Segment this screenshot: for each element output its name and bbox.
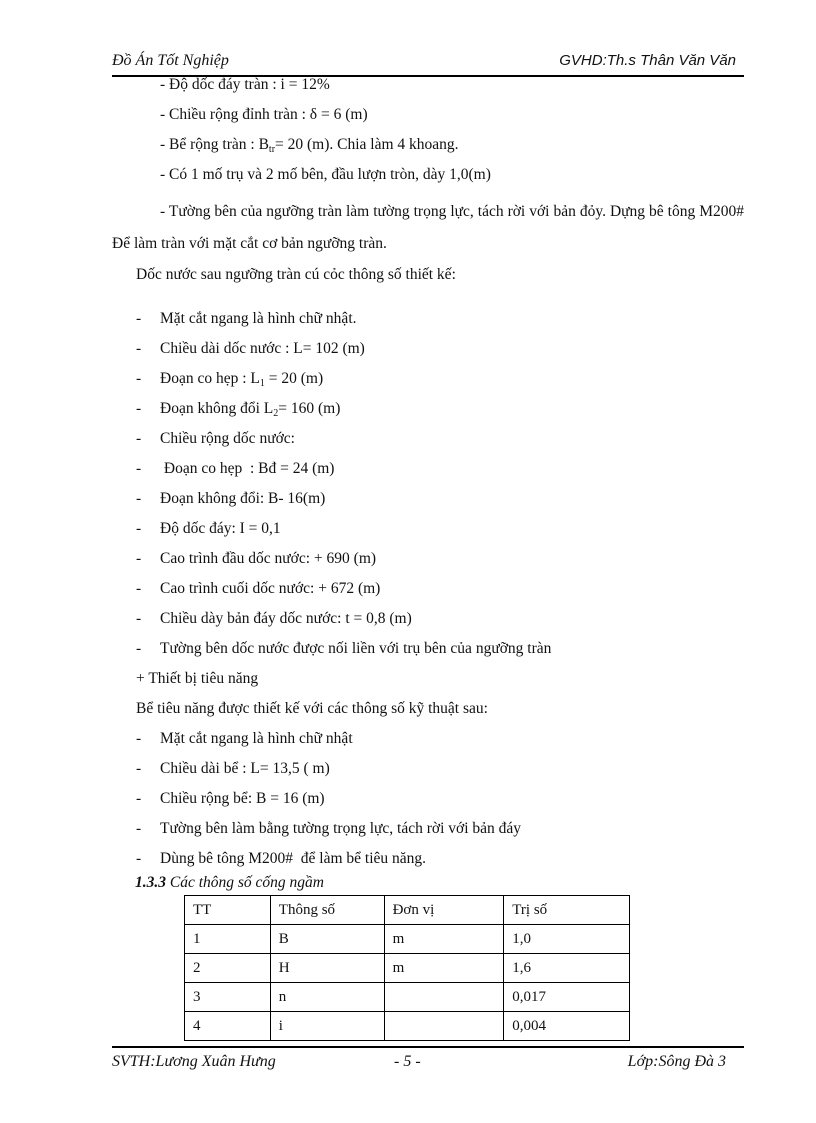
table-cell: 0,017 [504,983,630,1012]
energy-dissipator-heading: + Thiết bị tiêu năng [136,670,259,687]
table-row [185,925,630,954]
document-page: Đồ Án Tốt Nghiệp GVHD:Th.s Thân Văn Văn - Độ dốc đáy tràn : i = 12% - Chiều rộng đỉnh tràn : δ = 6 (m) - Bể rộng tràn : $B_{tr}= 20$ (m). Chia làm 4 khoang. - Có 1 mố trụ và 2 mố bên, đầu lượn tròn, dày 1,0(m) - Tường bên của ngưỡng tràn làm tường trọng lực, tách rời với bản đỏy. Dựng bê tông M200# Để làm tràn với mặt cắt cơ bản ngưỡng tràn. Dốc nước sau ngưỡng tràn cú cỏc thông số thiết kế: - Mặt cắt ngang là hình chữ nhật. - Chiều dài dốc nước : L= 102 (m) - Đoạn co hẹp : $L_1 = 20$ (m) - Đoạn không đổi $L_2= 160$ (m) - Chiều rộng dốc nước: - Đoạn co hẹp : Bđ = 24 (m) - Đoạn không đổi: B- 16(m) - Độ dốc đáy: I = 0,1 - Cao trình đầu dốc nước: + 690 (m) - Cao trình cuối dốc nước: + 672 (m) - Chiều dày bản đáy dốc nước: t = 0,8 (m) - Tường bên dốc nước được nối liền với trụ bên của ngưỡng tràn + Thiết bị tiêu năng Bể tiêu năng được thiết kế với các thông số kỹ thuật sau: - Mặt cắt ngang là hình chữ nhật - Chiều dài bể : L= 13,5 ( m) - Chiều rộng bể: B = 16 (m) - Tường bên làm bằng tường trọng lực, tách rời với bản đáy - Dùng bê tông M200# để làm bể tiêu năng. 1.3.3 Các thông số cống ngầm TT Thông số Đơn vị Trị số 1 B m 1,0 2 H m 1,6 3 n 0,017 4 i 0,004 SVTH:Lương Xuân Hưng - 5 - Lớp:Sông Đà 3 [112,52,744,1070]
spillway-piers-line: - Có 1 mố trụ và 2 mố bên, đầu lượn tròn, dày 1,0(m) [160,166,491,183]
table-cell: 3 [185,983,271,1012]
table-header-cell: TT [185,896,271,925]
table-cell: 2 [185,954,271,983]
table-row [185,983,630,1012]
table-cell: 0,004 [504,1012,630,1041]
footer-class: Lớp:Sông Đà 3 [627,1053,726,1070]
header-supervisor: GVHD:Th.s Thân Văn Văn [559,52,736,69]
section-number: 1.3.3 [135,874,166,891]
spillway-width-line: - Bể rộng tràn : $B_{tr}= 20$ (m). Chia làm 4 khoang. [160,136,459,155]
spillway-crest-width-line: - Chiều rộng đỉnh tràn : δ = 6 (m) [160,106,368,123]
wall-paragraph: - Tường bên của ngưỡng tràn làm tường trọng lực, tách rời với bản đỏy. Dựng bê tông M200# Để làm tràn với mặt cắt cơ bản ngưỡng tràn. [112,203,744,252]
table-row [185,954,630,983]
energy-dissipator-intro: Bể tiêu năng được thiết kế với các thông số kỹ thuật sau: [136,700,488,717]
footer-rule [112,1046,744,1048]
table-cell: 1,0 [504,925,630,954]
header-project-title: Đồ Án Tốt Nghiệp [112,52,229,69]
table-header-row [185,896,630,925]
table-cell: m [384,925,504,954]
page-header [112,52,744,74]
section-title: Các thông số cống ngầm [166,874,325,891]
table-cell: 1,6 [504,954,630,983]
culvert-parameters-table [184,895,630,1041]
footer-student: SVTH:Lương Xuân Hưng [112,1053,276,1070]
table-row [185,1012,630,1041]
chute-intro: Dốc nước sau ngưỡng tràn cú cỏc thông số thiết kế: [136,266,456,283]
section-heading [135,874,324,892]
table-header-cell: Trị số [504,896,630,925]
table-cell: i [270,1012,384,1041]
table-header-cell: Thông số [270,896,384,925]
table-cell: m [384,954,504,983]
table-cell: 1 [185,925,271,954]
table-cell: H [270,954,384,983]
table-cell: 4 [185,1012,271,1041]
table-cell: B [270,925,384,954]
table-header-cell: Đơn vị [384,896,504,925]
table-cell: n [270,983,384,1012]
table-cell [384,983,504,1012]
page-number: - 5 - [394,1053,421,1070]
spillway-slope-line: - Độ dốc đáy tràn : i = 12% [160,76,330,93]
table-cell [384,1012,504,1041]
